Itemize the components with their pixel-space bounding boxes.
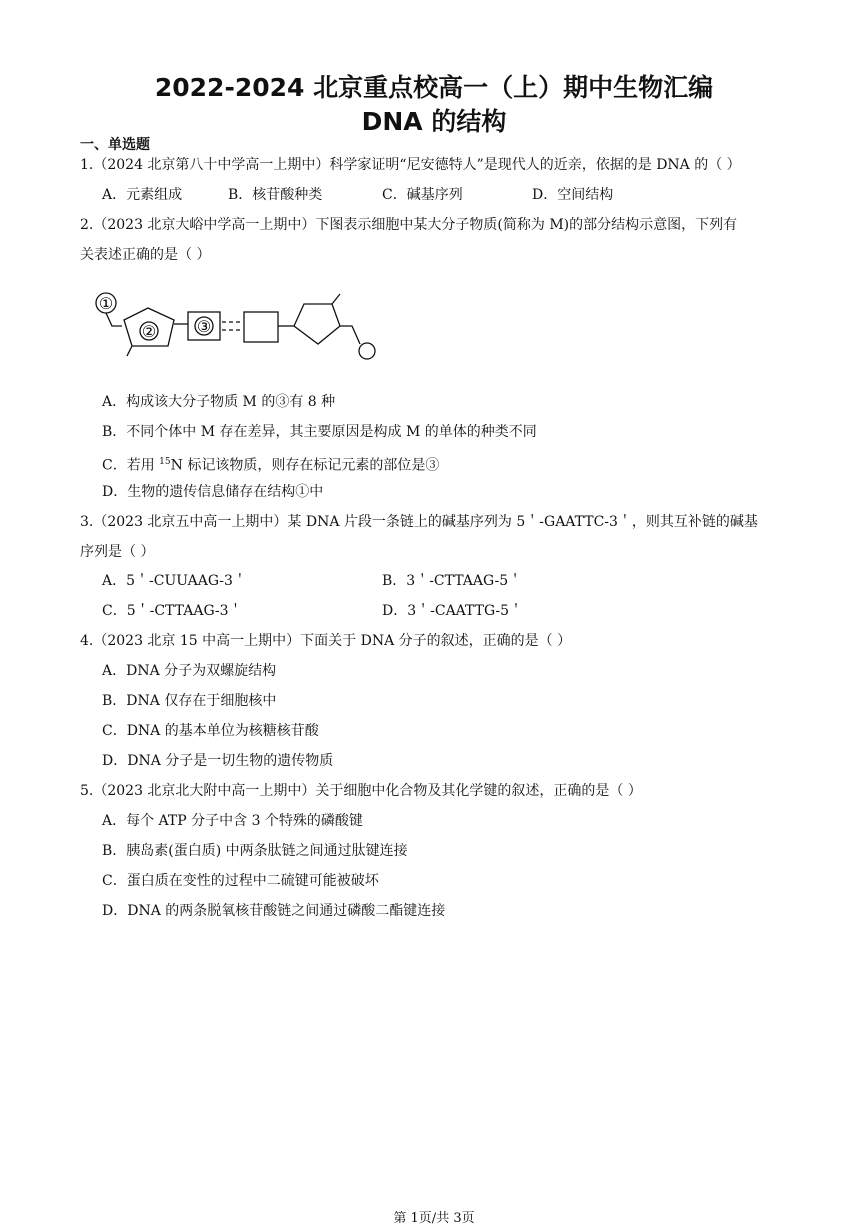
- q5-option-d: D．DNA 的两条脱氧核苷酸链之间通过磷酸二酯键连接: [102, 903, 446, 919]
- q3-option-b: B．3＇-CTTAAG-5＇: [382, 573, 523, 589]
- q5-option-a: A．每个 ATP 分子中含 3 个特殊的磷酸键: [102, 813, 363, 829]
- question-4-stem: 4.（2023 北京 15 中高一上期中）下面关于 DNA 分子的叙述，正确的是（ ）: [80, 633, 572, 649]
- q1-option-a: A．元素组成: [102, 187, 183, 203]
- figure-label-1: ①: [98, 294, 114, 313]
- question-3-stem: 3.（2023 北京五中高一上期中）某 DNA 片段一条链上的碱基序列为 5＇-GAATTC-3＇，则其互补链的碱基: [80, 514, 758, 530]
- q2-option-a: A．构成该大分子物质 M 的③有 8 种: [102, 394, 336, 410]
- q1-option-b: B．核苷酸种类: [228, 187, 323, 203]
- section-heading: 一、单选题: [80, 137, 150, 153]
- question-2-stem: 2.（2023 北京大峪中学高一上期中）下图表示细胞中某大分子物质(简称为 M)的部分结构示意图，下列有: [80, 217, 738, 233]
- q4-option-a: A．DNA 分子为双螺旋结构: [102, 663, 277, 679]
- q3-option-c: C．5＇-CTTAAG-3＇: [102, 603, 243, 619]
- page-footer: 第 1页/共 3页: [393, 1211, 475, 1226]
- nucleotide-structure-figure: [90, 286, 390, 368]
- question-1-stem: 1.（2024 北京第八十中学高一上期中）科学家证明“尼安德特人”是现代人的近亲，依据的是 DNA 的（ ）: [80, 157, 741, 173]
- q2-option-b: B．不同个体中 M 存在差异，其主要原因是构成 M 的单体的种类不同: [102, 424, 537, 440]
- q4-option-c: C．DNA 的基本单位为核糖核苷酸: [102, 723, 319, 739]
- q2-option-c: [102, 452, 439, 476]
- q4-option-d: D．DNA 分子是一切生物的遗传物质: [102, 753, 334, 769]
- q2-option-c-post: N 标记该物质，则存在标记元素的部位是③: [170, 457, 440, 474]
- q5-option-b: B．胰岛素(蛋白质) 中两条肽链之间通过肽键连接: [102, 843, 408, 859]
- question-3-stem-cont: 序列是（ ）: [80, 544, 155, 560]
- question-5-stem: 5.（2023 北京北大附中高一上期中）关于细胞中化合物及其化学键的叙述，正确的是（ ）: [80, 783, 642, 799]
- q1-option-d: D．空间结构: [532, 187, 614, 203]
- q2-option-c-pre: C．若用: [102, 457, 160, 474]
- q5-option-c: C．蛋白质在变性的过程中二硫键可能被破坏: [102, 873, 379, 889]
- q1-option-c: C．碱基序列: [382, 187, 463, 203]
- page-title: 2022-2024 北京重点校高一（上）期中生物汇编: [154, 73, 714, 102]
- page-subtitle: DNA 的结构: [361, 107, 507, 136]
- question-2-stem-cont: 关表述正确的是（ ）: [80, 247, 211, 263]
- q2-option-c-sup: 15: [159, 457, 171, 467]
- q3-option-a: A．5＇-CUUAAG-3＇: [102, 573, 247, 589]
- q3-option-d: D．3＇-CAATTG-5＇: [382, 603, 524, 619]
- figure-label-2: ②: [141, 322, 157, 341]
- q2-option-d: D．生物的遗传信息储存在结构①中: [102, 484, 324, 500]
- q4-option-b: B．DNA 仅存在于细胞核中: [102, 693, 277, 709]
- figure-label-3: ③: [196, 317, 212, 336]
